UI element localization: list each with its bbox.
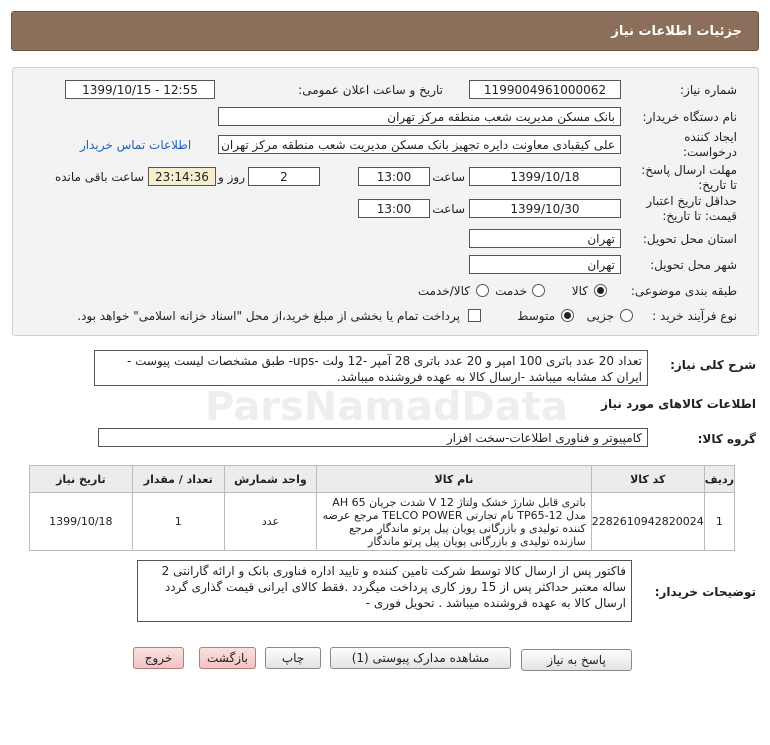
creator-label-2: درخواست: — [683, 145, 737, 159]
buyer-label: نام دستگاه خریدار: — [642, 110, 737, 124]
days-label: روز و — [218, 170, 245, 184]
remaining-time-field: 23:14:36 — [148, 167, 216, 186]
buyer-notes-text: فاکتور پس از ارسال کالا توسط شرکت تامین کننده و تایید اداره فناوری بانک و ارائه گارانتی 2 ساله معتبر حداکثر پس از 15 روز کاری پرداخت میگردد .فقط کالای ایرانی قیمت گذاری گردد ارسال کالا به عهده فروشنده میباشد . تحویل فوری - — [137, 560, 632, 622]
treasury-payment-checkbox[interactable] — [468, 309, 481, 322]
cell-unit: عدد — [224, 493, 316, 551]
validity-label-1: حداقل تاریخ اعتبار — [646, 194, 737, 208]
contact-buyer-link[interactable]: اطلاعات تماس خریدار — [80, 138, 192, 152]
creator-field: علی کیقبادی معاونت دایره تجهیز بانک مسکن مدیریت شعب منطقه مرکز تهران — [218, 135, 621, 154]
reply-deadline-label-1: مهلت ارسال پاسخ: — [641, 163, 737, 177]
category-radio-both[interactable] — [476, 284, 489, 297]
col-header-name: نام کالا — [317, 466, 592, 493]
view-attachments-button[interactable]: مشاهده مدارک پیوستی (1) — [330, 647, 511, 669]
category-option-both: کالا/خدمت — [417, 284, 470, 298]
print-button[interactable]: چاپ — [265, 647, 321, 669]
group-field: کامپیوتر و فناوری اطلاعات-سخت افزار — [98, 428, 648, 447]
cell-date: 1399/10/18 — [30, 493, 133, 551]
reply-button[interactable]: پاسخ به نیاز — [521, 649, 632, 671]
validity-date-field: 1399/10/30 — [469, 199, 621, 218]
reply-deadline-label-2: تا تاریخ: — [698, 178, 737, 192]
col-header-qty: تعداد / مقدار — [132, 466, 224, 493]
treasury-payment-note: پرداخت تمام یا بخشی از مبلغ خرید،از محل "اسناد خزانه اسلامی" خواهد بود. — [77, 309, 460, 323]
reply-time-field: 13:00 — [358, 167, 430, 186]
cell-qty: 1 — [132, 493, 224, 551]
process-label: نوع فرآیند خرید : — [652, 309, 737, 323]
cell-row: 1 — [704, 493, 734, 551]
province-field: تهران — [469, 229, 621, 248]
category-label: طبقه بندی موضوعی: — [630, 284, 737, 298]
process-option-medium: متوسط — [517, 309, 555, 323]
announce-label: تاریخ و ساعت اعلان عمومی: — [298, 83, 443, 97]
page-header — [11, 11, 759, 51]
buyer-field: بانک مسکن مدیریت شعب منطقه مرکز تهران — [218, 107, 621, 126]
items-table — [29, 465, 735, 551]
category-radio-service[interactable] — [532, 284, 545, 297]
reply-time-label: ساعت — [432, 170, 465, 184]
city-field: تهران — [469, 255, 621, 274]
category-option-goods: کالا — [571, 284, 588, 298]
reply-date-field: 1399/10/18 — [469, 167, 621, 186]
province-label: استان محل تحویل: — [642, 232, 737, 246]
exit-button[interactable]: خروج — [133, 647, 184, 669]
days-field: 2 — [248, 167, 320, 186]
announce-field: 1399/10/15 - 12:55 — [65, 80, 215, 99]
validity-time-field: 13:00 — [358, 199, 430, 218]
creator-label-1: ایجاد کننده — [684, 130, 737, 144]
buyer-notes-label: توضیحات خریدار: — [654, 585, 756, 599]
back-button[interactable]: بازگشت — [199, 647, 256, 669]
cell-code: 2282610942820024 — [591, 493, 704, 551]
process-option-minor: جزیی — [586, 309, 614, 323]
category-radio-goods[interactable] — [594, 284, 607, 297]
validity-time-label: ساعت — [432, 202, 465, 216]
col-header-date: تاریخ نیاز — [30, 466, 133, 493]
col-header-code: کد کالا — [591, 466, 704, 493]
summary-label: شرح کلی نیاز: — [670, 358, 756, 372]
remaining-label: ساعت باقی مانده — [54, 170, 144, 184]
page-title: جزئیات اطلاعات نیاز — [611, 23, 742, 39]
city-label: شهر محل تحویل: — [650, 258, 737, 272]
watermark: ParsNamadData — [205, 384, 568, 430]
category-option-service: خدمت — [495, 284, 527, 298]
process-radio-minor[interactable] — [620, 309, 633, 322]
items-section-title: اطلاعات کالاهای مورد نیاز — [601, 397, 756, 411]
process-radio-medium[interactable] — [561, 309, 574, 322]
need-number-label: شماره نیاز: — [680, 83, 737, 97]
col-header-unit: واحد شمارش — [224, 466, 316, 493]
summary-text: تعداد 20 عدد باتری 100 امپر و 20 عدد باتری 28 آمپر -12 ولت -ups- طبق مشخصات لیست پیوست - ایران کد مشابه میباشد -ارسال کالا به عهده فروشنده میباشد. — [94, 350, 648, 386]
need-number-field: 1199004961000062 — [469, 80, 621, 99]
validity-label-2: قیمت: تا تاریخ: — [662, 209, 737, 223]
table-row — [30, 493, 735, 551]
cell-name: باتری قابل شارژ خشک ولتاژ 12 V شدت جریان 65 AH مدل TP65-12 نام تجارتی TELCO POWER مرجع عرضه کننده تولیدی و بازرگانی پویان پیل پرتو ماندگار مرجع سازنده تولیدی و بازرگانی پویان پیل پرتو ماندگار — [317, 493, 592, 551]
col-header-row: ردیف — [704, 466, 734, 493]
group-label: گروه کالا: — [697, 432, 756, 446]
